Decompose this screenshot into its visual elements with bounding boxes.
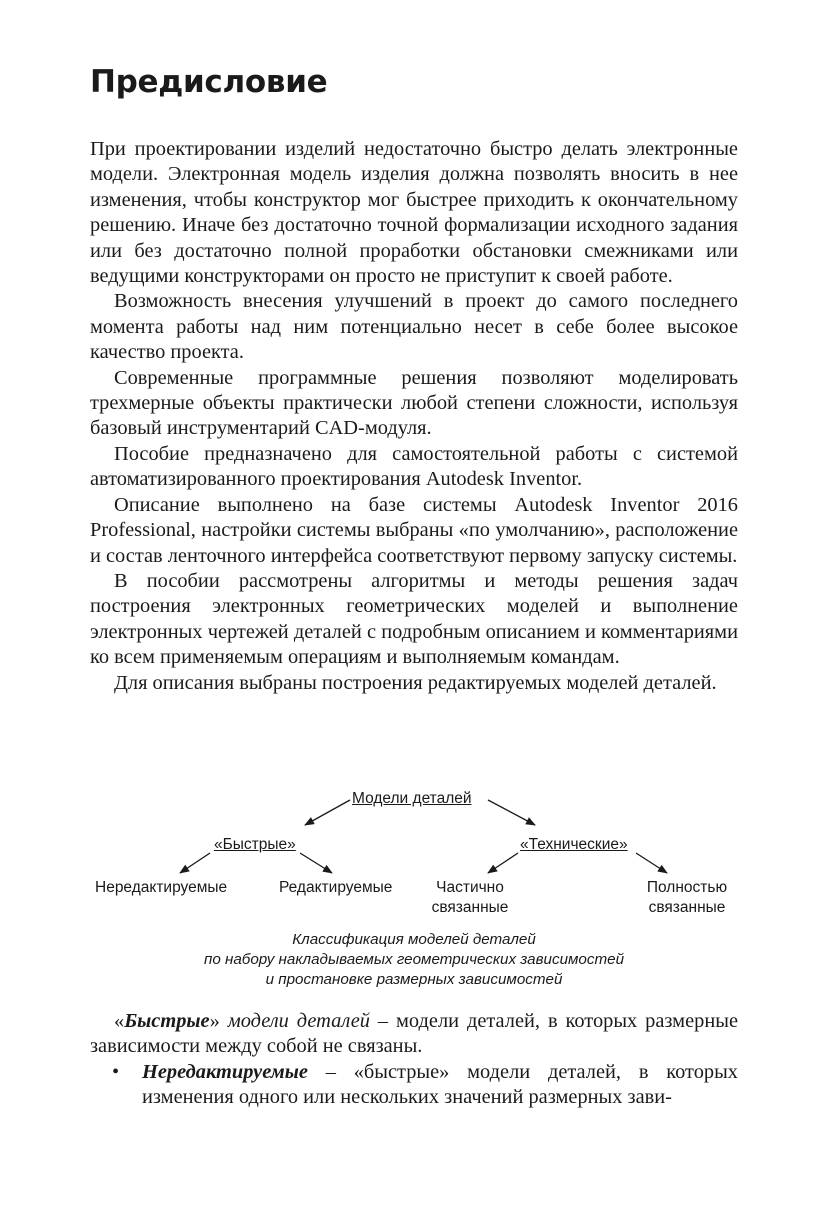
diagram-leaf-partial-line1: Частично (436, 879, 504, 896)
arrow-root-to-technical (488, 800, 535, 825)
diagram-leaf-full (637, 878, 737, 918)
paragraph: При проектировании изделий недостаточно быстро делать электронные модели. Электронная модель изделия должна позволять вносить в нее изменения, чтобы конструктор мог быстрее приходить к окончательному решению. Иначе без достаточно точной формализации исходного задания или без достаточно полной проработки обстановки смежниками или ведущими конструкторами он просто не приступит к своей работе. (90, 138, 738, 288)
arrow-fast-to-noneditable (180, 853, 210, 873)
classification-diagram (0, 780, 827, 940)
list-item (90, 1060, 738, 1111)
paragraph: Для описания выбраны построения редактируемых моделей деталей. (114, 671, 717, 694)
arrow-root-to-fast (305, 800, 350, 825)
diagram-node-root: Модели деталей (352, 790, 472, 807)
caption-line: и простановке размерных зависимостей (265, 971, 563, 988)
diagram-leaf-editable: Редактируемые (279, 879, 393, 896)
definition-paragraph (90, 1009, 738, 1060)
diagram-leaf-partial-line2: связанные (431, 899, 509, 916)
arrow-technical-to-full (636, 853, 667, 873)
diagram-leaf-full-line2: связанные (648, 899, 726, 916)
definition-term-suffix: модели деталей (219, 1010, 370, 1032)
figure-caption (150, 930, 678, 990)
caption-line: по набору накладываемых геометрических зависимостей (203, 951, 625, 968)
diagram-leaf-noneditable: Нередактируемые (95, 879, 228, 896)
bullet-term: Нередактируемые (142, 1060, 308, 1083)
diagram-leaf-partial (420, 878, 520, 918)
quote-open: « (114, 1010, 125, 1032)
definition-text: – модели деталей, в которых размерные зависимости между собой не связаны. (90, 1010, 738, 1058)
quote-close: » (209, 1010, 220, 1032)
paragraph: Современные программные решения позволяют моделировать трехмерные объекты практически любой степени сложности, используя базовый инструментарий CAD-модуля. (90, 366, 738, 440)
diagram-node-technical: «Технические» (520, 836, 628, 853)
diagram-leaf-full-line1: Полностью (646, 879, 728, 896)
paragraph: Описание выполнено на базе системы Autodesk Inventor 2016 Professional, настройки системы выбраны «по умолчанию», расположение и состав ленточного интерфейса соответствуют первому запуску системы. (90, 493, 738, 567)
bullet-text: – «быстрые» модели деталей, в которых изменения одного или нескольких значений размерных зави- (142, 1060, 738, 1109)
caption-line: Классификация моделей деталей (292, 931, 536, 948)
definitions (90, 1009, 738, 1111)
bullet-icon: • (112, 1060, 120, 1083)
arrow-technical-to-partial (488, 853, 518, 873)
arrow-fast-to-editable (300, 853, 332, 873)
diagram-node-fast: «Быстрые» (214, 836, 296, 853)
page-title: Предисловие (90, 64, 328, 100)
paragraph: В пособии рассмотрены алгоритмы и методы решения задач построения электронных геометрических моделей и выполнение электронных чертежей деталей с подробным описанием и комментариями ко всем применяемым операциям и выполняемым командам. (90, 569, 738, 669)
definition-term: Быстрые (124, 1010, 210, 1032)
paragraph: Возможность внесения улучшений в проект до самого последнего момента работы над ним потенциально несет в себе более высокое качество проекта. (90, 290, 738, 364)
body-text (90, 137, 738, 696)
paragraph: Пособие предназначено для самостоятельной работы с системой автоматизированного проектирования Autodesk Inventor. (90, 442, 738, 491)
